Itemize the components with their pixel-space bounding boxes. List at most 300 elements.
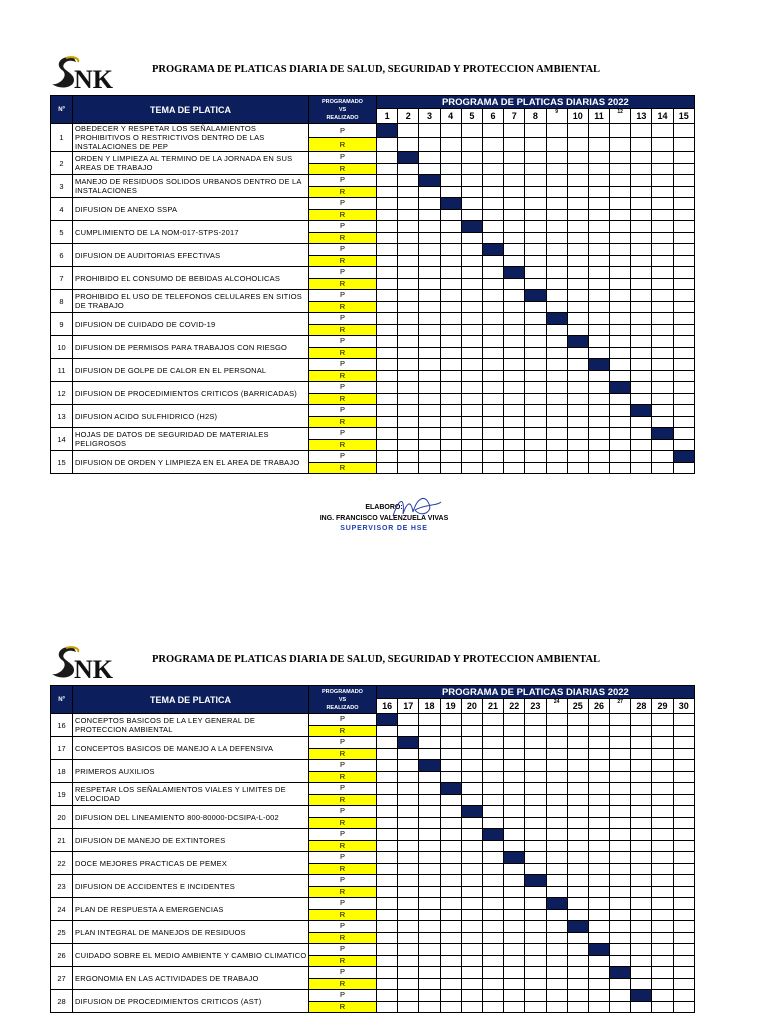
day-cell: [440, 909, 461, 921]
day-cell: [567, 359, 588, 371]
day-cell: [504, 138, 525, 152]
table-row: [51, 382, 695, 394]
day-cell: [673, 163, 694, 175]
day-cell: [546, 932, 567, 944]
day-cell: [482, 451, 503, 463]
day-cell: [525, 416, 546, 428]
day-cell: [588, 898, 609, 910]
day-cell: [482, 290, 503, 302]
row-p-cell: P: [309, 852, 377, 864]
row-r-cell: R: [309, 255, 377, 267]
day-cell: [377, 817, 398, 829]
row-topic: DIFUSION DE ORDEN Y LIMPIEZA EN EL AREA DE TRABAJO: [73, 451, 309, 474]
day-cell: [588, 829, 609, 841]
day-cell: [610, 955, 631, 967]
day-cell: [525, 138, 546, 152]
day-cell: [567, 186, 588, 198]
day-cell: [652, 921, 673, 933]
svg-text:NK: NK: [74, 65, 113, 92]
day-header: 9: [546, 109, 567, 124]
header-programado: [309, 686, 377, 714]
row-topic: PLAN INTEGRAL DE MANEJOS DE RESIDUOS: [73, 921, 309, 944]
day-cell: [567, 175, 588, 187]
day-cell: [419, 944, 440, 956]
day-cell: [398, 416, 419, 428]
day-cell: [419, 198, 440, 210]
day-header: 4: [440, 109, 461, 124]
day-cell: [504, 370, 525, 382]
day-cell: [673, 175, 694, 187]
row-topic: CONCEPTOS BASICOS DE LA LEY GENERAL DE PROTECCION AMBIENTAL: [73, 714, 309, 737]
day-header: 21: [482, 699, 503, 714]
day-cell: [525, 152, 546, 164]
scheduled-day-cell: [461, 221, 482, 233]
day-cell: [525, 255, 546, 267]
day-cell: [440, 725, 461, 737]
day-cell: [398, 278, 419, 290]
day-cell: [652, 978, 673, 990]
day-cell: [461, 462, 482, 474]
day-cell: [440, 840, 461, 852]
day-cell: [546, 852, 567, 864]
day-cell: [461, 186, 482, 198]
day-cell: [398, 232, 419, 244]
day-cell: [461, 267, 482, 279]
day-cell: [652, 886, 673, 898]
day-cell: [567, 714, 588, 726]
supervisor-name: ING. FRANCISCO VALENZUELA VIVAS: [319, 515, 449, 522]
day-cell: [673, 978, 694, 990]
day-cell: [461, 921, 482, 933]
day-cell: [398, 359, 419, 371]
day-cell: [673, 771, 694, 783]
row-number: 28: [51, 990, 73, 1013]
day-cell: [525, 863, 546, 875]
day-header: 17: [398, 699, 419, 714]
row-topic: DIFUSION DE ANEXO SSPA: [73, 198, 309, 221]
day-cell: [546, 863, 567, 875]
day-cell: [546, 748, 567, 760]
day-cell: [546, 794, 567, 806]
row-topic: CONCEPTOS BASICOS DE MANEJO A LA DEFENSIVA: [73, 737, 309, 760]
page-title: PROGRAMA DE PLATICAS DIARIA DE SALUD, SEGURIDAD Y PROTECCION AMBIENTAL: [152, 64, 601, 75]
day-cell: [377, 760, 398, 772]
day-cell: [440, 737, 461, 749]
day-cell: [567, 760, 588, 772]
day-cell: [377, 255, 398, 267]
day-cell: [546, 124, 567, 138]
day-cell: [525, 393, 546, 405]
day-cell: [504, 760, 525, 772]
day-cell: [567, 737, 588, 749]
day-cell: [631, 347, 652, 359]
day-cell: [652, 829, 673, 841]
day-cell: [525, 267, 546, 279]
day-cell: [419, 863, 440, 875]
day-cell: [440, 714, 461, 726]
day-cell: [631, 840, 652, 852]
day-cell: [482, 278, 503, 290]
day-cell: [610, 428, 631, 440]
row-r-cell: R: [309, 863, 377, 875]
day-cell: [377, 783, 398, 795]
day-cell: [398, 347, 419, 359]
day-cell: [610, 405, 631, 417]
day-cell: [461, 336, 482, 348]
day-cell: [631, 324, 652, 336]
day-cell: [377, 428, 398, 440]
row-number: 25: [51, 921, 73, 944]
day-cell: [461, 152, 482, 164]
day-cell: [377, 967, 398, 979]
day-cell: [482, 301, 503, 313]
day-cell: [398, 955, 419, 967]
day-cell: [588, 771, 609, 783]
day-cell: [631, 439, 652, 451]
day-cell: [525, 175, 546, 187]
day-cell: [610, 714, 631, 726]
day-cell: [440, 324, 461, 336]
day-cell: [461, 714, 482, 726]
day-cell: [610, 737, 631, 749]
day-cell: [398, 267, 419, 279]
table-row: [51, 806, 695, 818]
day-cell: [610, 932, 631, 944]
day-cell: [525, 124, 546, 138]
day-cell: [652, 955, 673, 967]
day-cell: [567, 267, 588, 279]
day-cell: [631, 336, 652, 348]
day-cell: [610, 898, 631, 910]
day-cell: [546, 840, 567, 852]
day-cell: [398, 748, 419, 760]
scheduled-day-cell: [482, 244, 503, 256]
row-number: 15: [51, 451, 73, 474]
table-row: [51, 198, 695, 210]
row-topic: PROHIBIDO EL USO DE TELEFONOS CELULARES EN SITIOS DE TRABAJO: [73, 290, 309, 313]
day-cell: [398, 852, 419, 864]
day-cell: [504, 771, 525, 783]
day-cell: [440, 313, 461, 325]
row-number: 19: [51, 783, 73, 806]
day-cell: [440, 462, 461, 474]
table-row: [51, 829, 695, 841]
day-cell: [652, 124, 673, 138]
day-cell: [377, 221, 398, 233]
day-cell: [525, 451, 546, 463]
day-cell: [525, 921, 546, 933]
day-cell: [504, 714, 525, 726]
day-cell: [377, 886, 398, 898]
day-cell: [482, 255, 503, 267]
row-p-cell: P: [309, 875, 377, 887]
row-p-cell: P: [309, 829, 377, 841]
scheduled-day-cell: [482, 829, 503, 841]
day-cell: [377, 840, 398, 852]
day-cell: [504, 990, 525, 1002]
day-cell: [377, 290, 398, 302]
row-p-cell: P: [309, 244, 377, 256]
row-topic: PROHIBIDO EL CONSUMO DE BEBIDAS ALCOHOLICAS: [73, 267, 309, 290]
day-cell: [610, 221, 631, 233]
day-cell: [461, 163, 482, 175]
day-cell: [610, 186, 631, 198]
day-cell: [440, 439, 461, 451]
day-cell: [567, 898, 588, 910]
day-cell: [652, 221, 673, 233]
day-cell: [588, 221, 609, 233]
day-cell: [673, 794, 694, 806]
day-cell: [525, 978, 546, 990]
day-header: 25: [567, 699, 588, 714]
day-cell: [377, 370, 398, 382]
day-cell: [652, 278, 673, 290]
day-cell: [398, 909, 419, 921]
day-cell: [546, 760, 567, 772]
day-cell: [419, 898, 440, 910]
day-cell: [525, 324, 546, 336]
day-cell: [440, 393, 461, 405]
day-cell: [419, 267, 440, 279]
day-cell: [652, 198, 673, 210]
day-cell: [610, 370, 631, 382]
row-topic: RESPETAR LOS SEÑALAMIENTOS VIALES Y LIMITES DE VELOCIDAD: [73, 783, 309, 806]
day-cell: [610, 794, 631, 806]
row-r-cell: R: [309, 932, 377, 944]
day-cell: [567, 163, 588, 175]
table-row: [51, 990, 695, 1002]
day-cell: [610, 760, 631, 772]
row-p-cell: P: [309, 714, 377, 726]
day-cell: [525, 1001, 546, 1013]
scheduled-day-cell: [525, 875, 546, 887]
row-p-cell: P: [309, 967, 377, 979]
row-topic: PRIMEROS AUXILIOS: [73, 760, 309, 783]
day-cell: [610, 198, 631, 210]
day-cell: [504, 806, 525, 818]
day-cell: [461, 875, 482, 887]
day-cell: [588, 806, 609, 818]
day-cell: [377, 324, 398, 336]
day-cell: [631, 829, 652, 841]
day-cell: [398, 990, 419, 1002]
table-row: [51, 714, 695, 726]
day-cell: [652, 1001, 673, 1013]
day-cell: [610, 324, 631, 336]
day-cell: [652, 416, 673, 428]
day-cell: [398, 255, 419, 267]
day-cell: [525, 760, 546, 772]
day-cell: [419, 186, 440, 198]
day-header: 30: [673, 699, 694, 714]
row-r-cell: R: [309, 138, 377, 152]
row-number: 10: [51, 336, 73, 359]
day-cell: [567, 138, 588, 152]
day-cell: [673, 439, 694, 451]
day-cell: [546, 806, 567, 818]
day-cell: [419, 840, 440, 852]
scheduled-day-cell: [631, 990, 652, 1002]
table-row: [51, 175, 695, 187]
row-topic: DIFUSION DE PROCEDIMIENTOS CRITICOS (AST): [73, 990, 309, 1013]
day-cell: [610, 921, 631, 933]
row-topic: PLAN DE RESPUESTA A EMERGENCIAS: [73, 898, 309, 921]
day-cell: [652, 748, 673, 760]
day-cell: [419, 771, 440, 783]
row-number: 17: [51, 737, 73, 760]
day-cell: [525, 244, 546, 256]
day-cell: [440, 944, 461, 956]
row-number: 1: [51, 124, 73, 152]
day-cell: [377, 393, 398, 405]
day-cell: [567, 990, 588, 1002]
day-cell: [482, 221, 503, 233]
day-cell: [546, 714, 567, 726]
day-cell: [377, 898, 398, 910]
day-cell: [567, 886, 588, 898]
day-cell: [525, 783, 546, 795]
day-cell: [546, 359, 567, 371]
day-cell: [610, 909, 631, 921]
day-cell: [440, 278, 461, 290]
day-cell: [567, 944, 588, 956]
day-cell: [673, 232, 694, 244]
day-cell: [419, 370, 440, 382]
page-title: PROGRAMA DE PLATICAS DIARIA DE SALUD, SEGURIDAD Y PROTECCION AMBIENTAL: [152, 654, 601, 665]
day-cell: [377, 737, 398, 749]
day-cell: [652, 267, 673, 279]
day-cell: [652, 875, 673, 887]
day-cell: [461, 898, 482, 910]
day-cell: [652, 898, 673, 910]
day-cell: [419, 393, 440, 405]
day-cell: [546, 152, 567, 164]
day-cell: [588, 405, 609, 417]
day-cell: [377, 313, 398, 325]
row-r-cell: R: [309, 771, 377, 783]
day-cell: [631, 737, 652, 749]
day-cell: [377, 175, 398, 187]
row-number: 16: [51, 714, 73, 737]
day-cell: [673, 748, 694, 760]
scheduled-day-cell: [419, 175, 440, 187]
day-cell: [525, 909, 546, 921]
day-cell: [546, 244, 567, 256]
day-cell: [440, 990, 461, 1002]
day-cell: [440, 886, 461, 898]
day-cell: [377, 232, 398, 244]
day-cell: [377, 944, 398, 956]
table-row: [51, 451, 695, 463]
day-cell: [440, 301, 461, 313]
day-cell: [440, 451, 461, 463]
day-cell: [377, 978, 398, 990]
day-cell: [419, 439, 440, 451]
row-p-cell: P: [309, 313, 377, 325]
day-cell: [631, 209, 652, 221]
day-cell: [652, 324, 673, 336]
day-cell: [504, 255, 525, 267]
snk-logo: [52, 52, 142, 92]
day-cell: [398, 370, 419, 382]
day-cell: [419, 932, 440, 944]
day-cell: [546, 255, 567, 267]
day-cell: [419, 301, 440, 313]
day-cell: [588, 760, 609, 772]
day-cell: [631, 771, 652, 783]
day-header: 29: [652, 699, 673, 714]
day-cell: [419, 124, 440, 138]
day-cell: [588, 462, 609, 474]
row-r-cell: R: [309, 748, 377, 760]
day-cell: [504, 221, 525, 233]
day-cell: [482, 232, 503, 244]
day-cell: [419, 829, 440, 841]
day-cell: [610, 817, 631, 829]
row-topic: DIFUSION ACIDO SULFHIDRICO (H2S): [73, 405, 309, 428]
day-cell: [482, 393, 503, 405]
row-number: 13: [51, 405, 73, 428]
day-cell: [652, 405, 673, 417]
day-cell: [546, 428, 567, 440]
row-number: 5: [51, 221, 73, 244]
day-cell: [525, 301, 546, 313]
day-cell: [504, 416, 525, 428]
scheduled-day-cell: [588, 359, 609, 371]
day-cell: [504, 209, 525, 221]
row-topic: DIFUSION DE GOLPE DE CALOR EN EL PERSONAL: [73, 359, 309, 382]
day-cell: [610, 255, 631, 267]
row-r-cell: R: [309, 186, 377, 198]
day-cell: [419, 783, 440, 795]
day-cell: [546, 290, 567, 302]
day-cell: [673, 198, 694, 210]
row-r-cell: R: [309, 462, 377, 474]
day-cell: [567, 462, 588, 474]
day-cell: [440, 955, 461, 967]
table-row: [51, 737, 695, 749]
day-cell: [610, 944, 631, 956]
day-cell: [440, 347, 461, 359]
day-cell: [482, 267, 503, 279]
day-cell: [673, 301, 694, 313]
scheduled-day-cell: [546, 898, 567, 910]
row-r-cell: R: [309, 978, 377, 990]
day-cell: [567, 794, 588, 806]
day-cell: [419, 152, 440, 164]
row-r-cell: R: [309, 370, 377, 382]
day-cell: [652, 163, 673, 175]
header-no: Nº: [51, 96, 73, 124]
day-cell: [652, 783, 673, 795]
day-cell: [440, 806, 461, 818]
day-cell: [673, 990, 694, 1002]
day-cell: [504, 347, 525, 359]
table-row: [51, 944, 695, 956]
day-cell: [440, 382, 461, 394]
day-cell: [525, 439, 546, 451]
scheduled-day-cell: [673, 451, 694, 463]
row-topic: DIFUSION DEL LINEAMIENTO 800-80000-DCSIPA-L-002: [73, 806, 309, 829]
day-cell: [398, 244, 419, 256]
day-cell: [631, 852, 652, 864]
day-cell: [546, 163, 567, 175]
row-topic: DIFUSION DE PERMISOS PARA TRABAJOS CON RIESGO: [73, 336, 309, 359]
day-cell: [567, 370, 588, 382]
day-cell: [652, 932, 673, 944]
row-number: 6: [51, 244, 73, 267]
day-cell: [398, 840, 419, 852]
